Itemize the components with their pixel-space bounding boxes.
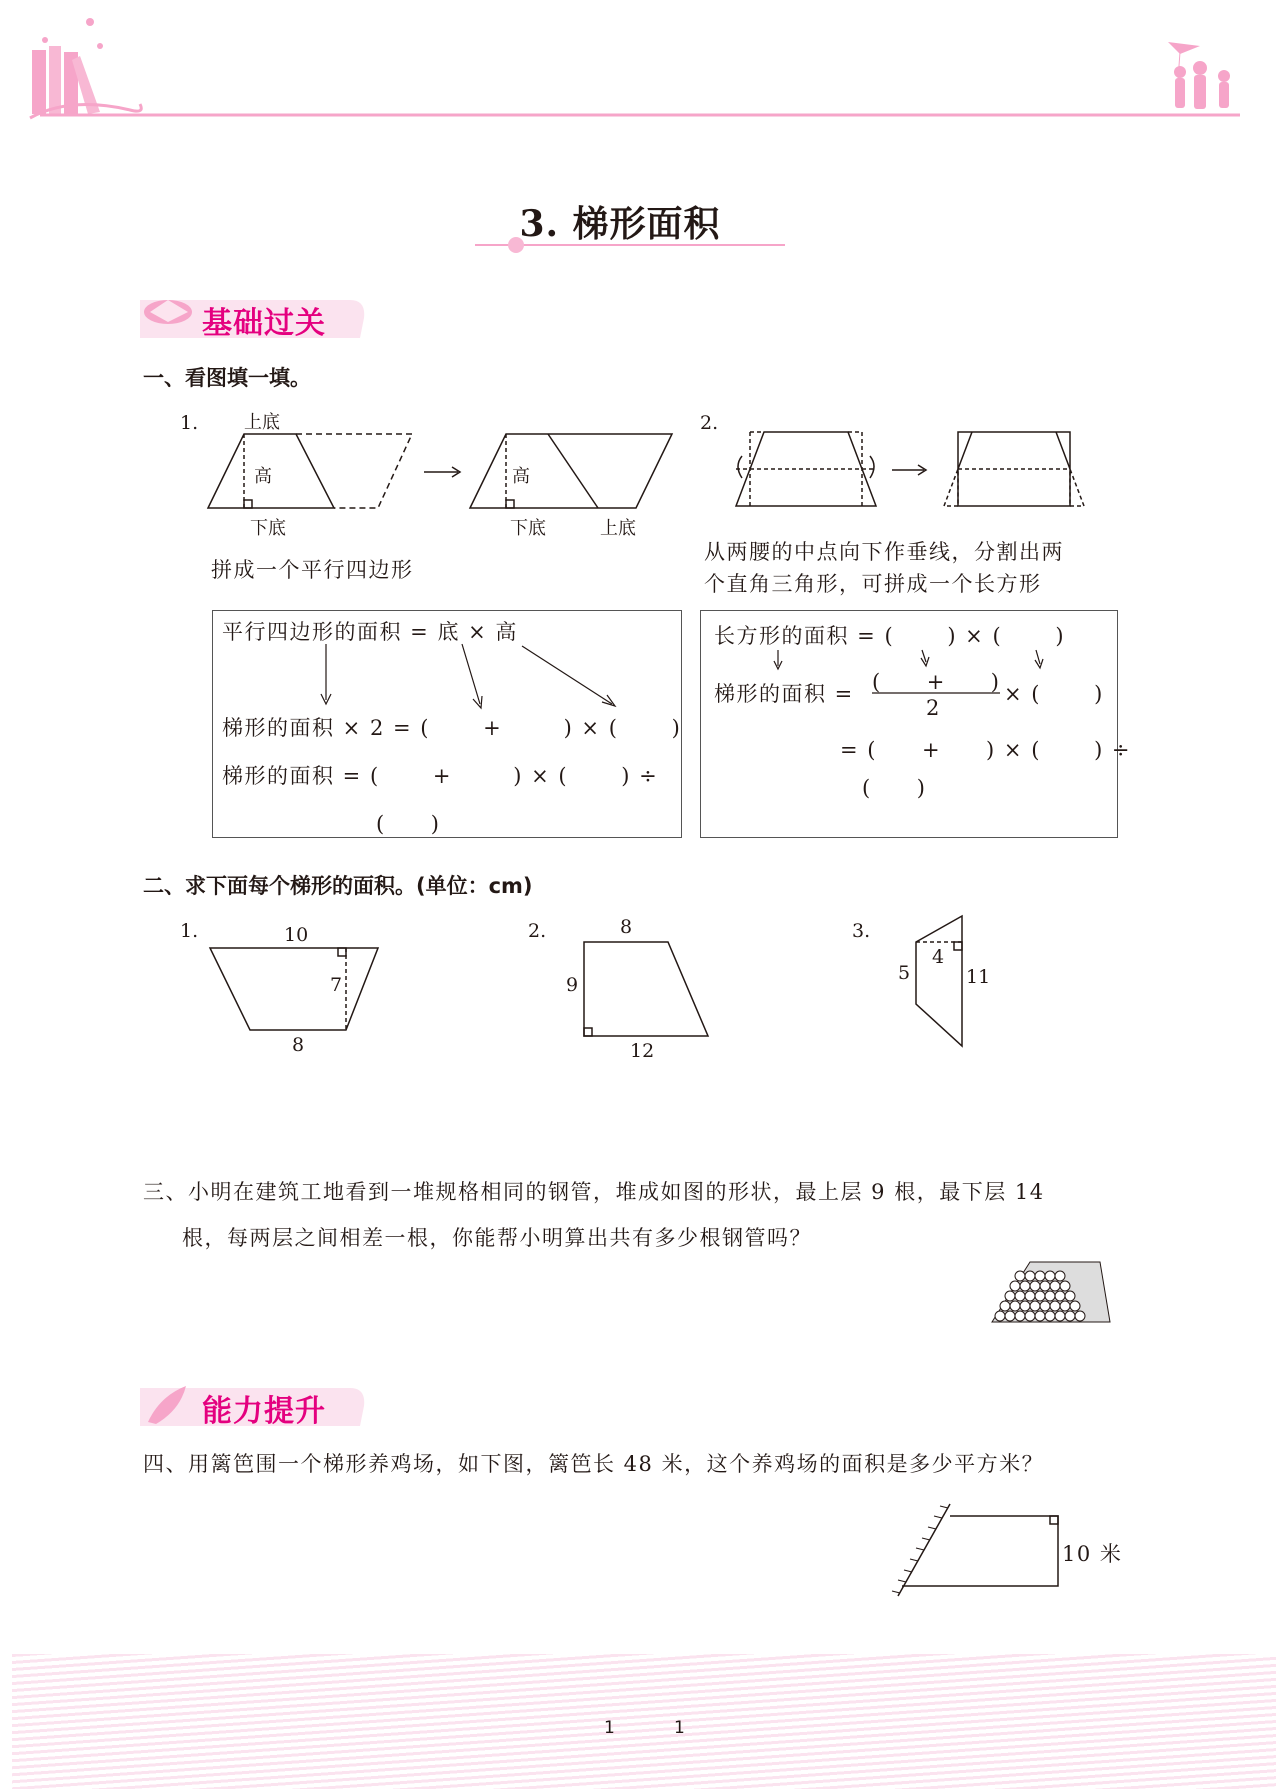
- page-number-left: 1: [604, 1718, 615, 1738]
- q2-t3-right: 11: [966, 966, 991, 988]
- q2-t1-top: 10: [284, 924, 309, 946]
- q2-trapezoid-2: [584, 942, 708, 1036]
- fig1-top-base-label-2: 上底: [600, 518, 636, 539]
- q2-t1-number: 1.: [180, 920, 199, 942]
- fig2-number: 2.: [700, 412, 719, 434]
- box1-line1: 平行四边形的面积 = 底 × 高: [222, 620, 518, 644]
- box1-line4: ( ): [376, 812, 441, 836]
- q2-t1-bottom: 8: [292, 1034, 305, 1056]
- q4-line1: 四、用篱笆围一个梯形养鸡场，如下图，篱笆长 48 米，这个养鸡场的面积是多少平方米？: [143, 1452, 1045, 1476]
- fig2-caption-line2: 个直角三角形，可拼成一个长方形: [704, 572, 1042, 596]
- box1-line2: 梯形的面积 × 2 = ( + ) × ( ): [222, 716, 682, 740]
- box2-fraction-denominator: 2: [926, 696, 941, 720]
- fig1-bottom-base-label-2: 下底: [510, 518, 546, 539]
- q3-line2: 根，每两层之间相差一根，你能帮小明算出共有多少根钢管吗？: [182, 1226, 812, 1250]
- fig1-caption: 拼成一个平行四边形: [211, 558, 414, 582]
- fig1-number: 1.: [180, 412, 199, 434]
- box2-fraction-numerator: ( + ): [872, 670, 1001, 694]
- fig1-height-label-2: 高: [512, 466, 530, 487]
- box2-line4: ( ): [862, 776, 927, 800]
- fig2-caption-line1: 从两腰的中点向下作垂线，分割出两: [704, 540, 1064, 564]
- header-book-logo: [30, 18, 141, 118]
- chicken-coop-diagram: [892, 1504, 1058, 1596]
- q2-t3-number: 3.: [852, 920, 871, 942]
- box2-line2-label: 梯形的面积 =: [714, 682, 854, 706]
- q2-t2-top: 8: [620, 916, 633, 938]
- box1-line3: 梯形的面积 = ( + ) × ( ) ÷: [222, 764, 659, 788]
- header-kids-silhouette: [1168, 42, 1230, 109]
- q2-trapezoid-1: [210, 948, 378, 1030]
- fig1-trapezoid-diagram: [208, 434, 672, 508]
- q2-t2-left: 9: [566, 974, 579, 996]
- q2-t1-height: 7: [330, 974, 343, 996]
- fig1-top-base-label: 上底: [244, 412, 280, 433]
- q2-t3-left: 5: [898, 962, 911, 984]
- fig2-trapezoid-diagram: [736, 432, 1084, 506]
- box2-line1: 长方形的面积 = ( ) × ( ): [714, 624, 1066, 648]
- page-title: 3. 梯形面积: [519, 203, 721, 245]
- q2-t2-number: 2.: [528, 920, 547, 942]
- fig1-height-label: 高: [254, 466, 272, 487]
- q1-heading: 一、看图填一填。: [143, 366, 311, 390]
- q3-line1: 三、小明在建筑工地看到一堆规格相同的钢管，堆成如图的形状，最上层 9 根，最下层 14: [143, 1180, 1045, 1204]
- steel-pipe-pile: [992, 1262, 1110, 1322]
- section-advanced-label: 能力提升: [202, 1394, 326, 1429]
- q2-heading: 二、求下面每个梯形的面积。(单位：cm): [143, 874, 533, 898]
- q2-t3-top: 4: [932, 946, 945, 968]
- box2-line2-tail: × ( ): [1004, 682, 1104, 706]
- q2-t2-bottom: 12: [630, 1040, 655, 1062]
- q4-height-label: 10 米: [1062, 1542, 1123, 1566]
- q2-trapezoid-3: [916, 916, 962, 1046]
- footer-band: [12, 1654, 1276, 1789]
- page-number-right: 1: [674, 1718, 685, 1738]
- fig1-bottom-base-label: 下底: [250, 518, 286, 539]
- box2-line3: = ( + ) × ( ) ÷: [840, 738, 1132, 762]
- section-basic-label: 基础过关: [202, 306, 326, 341]
